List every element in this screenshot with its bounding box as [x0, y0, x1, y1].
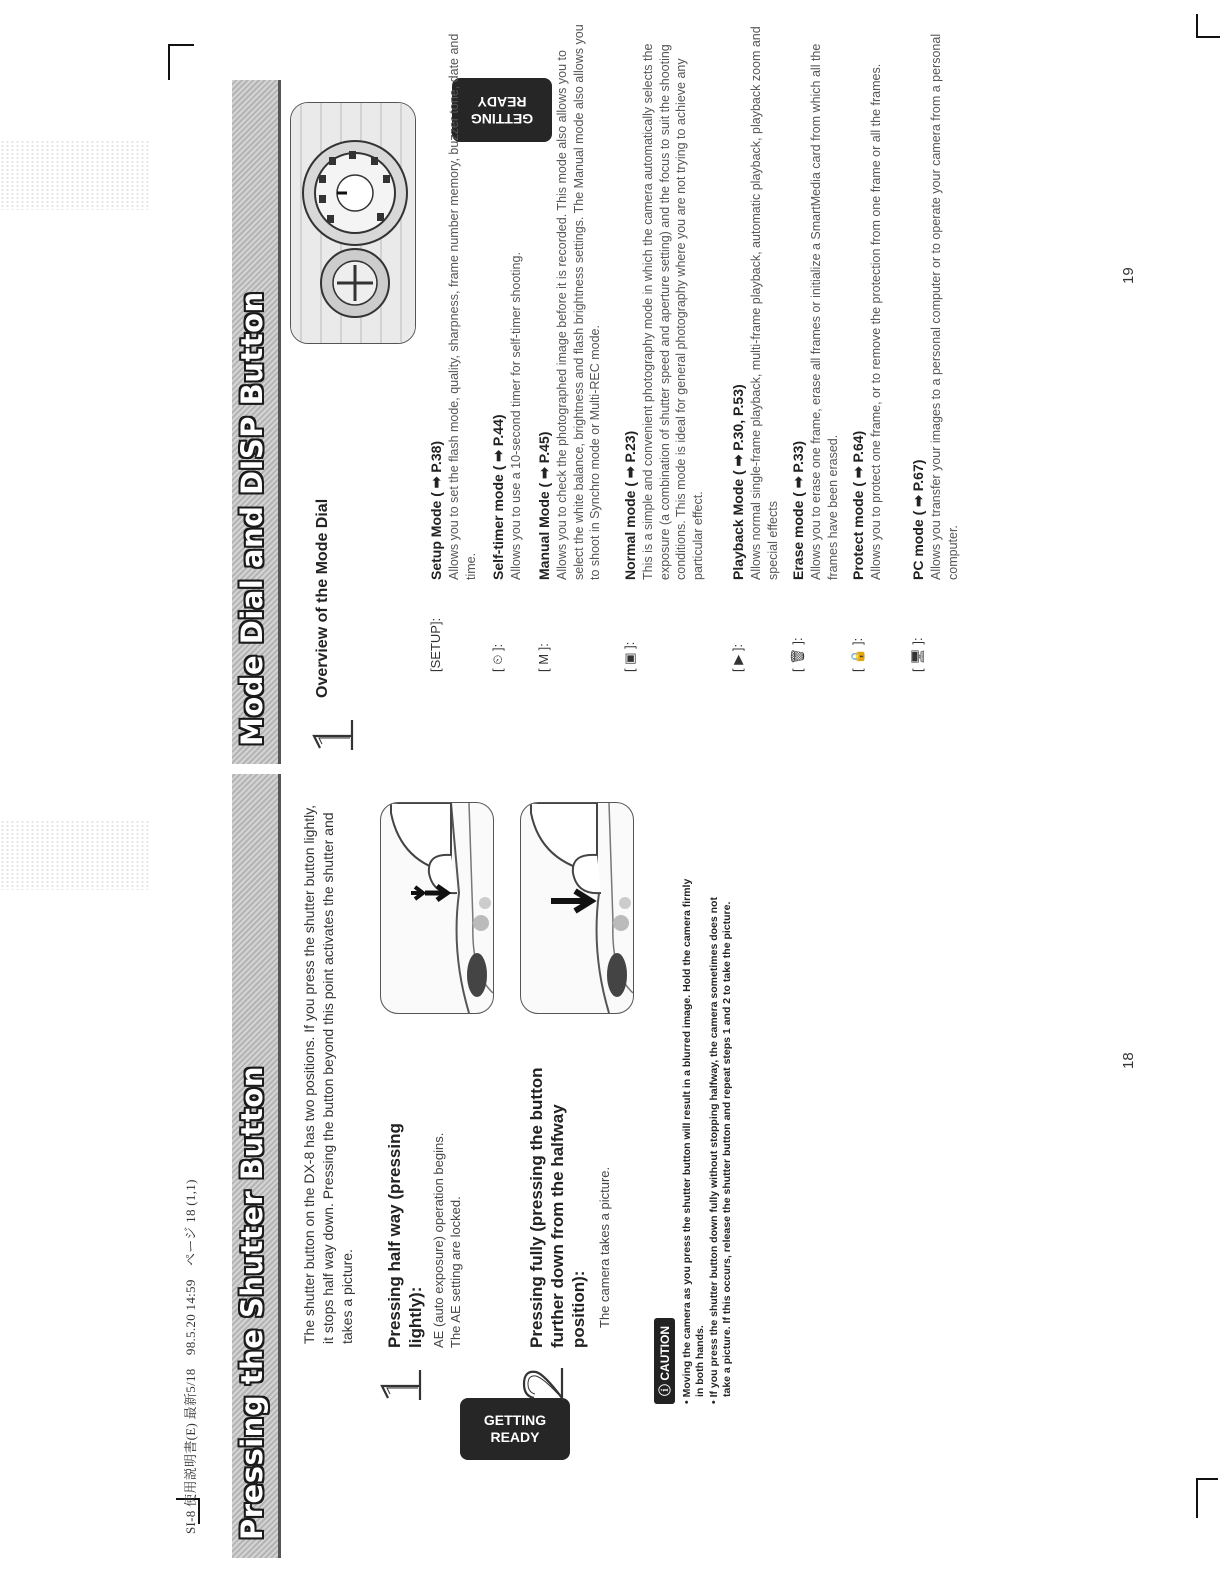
tab-label: GETTING READY [470, 94, 534, 127]
intro-text: The shutter button on the DX-8 has two positions. If you press the shutter button lightly, it stops half way down. Pressing the button beyond this point activates the shutter and takes a picture. [301, 804, 355, 1344]
tab-label: GETTING READY [483, 1412, 547, 1445]
caution-item: • Moving the camera as you press the shutter button will result in a blurred image. Hold the camera firmly in both hands. [681, 878, 706, 1404]
page-number-right: 19 [1120, 267, 1137, 284]
section-1-header [292, 354, 372, 754]
mode-description: Allows you to check the photographed image before it is recorded. This mode also allows you to select the white balance, brightness and flash brightness settings. The Manual mode also allows you to shoot in Synchro mode or Multi-REC mode. [555, 24, 602, 580]
mode-description: Allows you transfer your images to a personal computer or to operate your camera from a personal computer. [929, 33, 960, 580]
step-1-body: AE (auto exposure) operation begins. The AE setting are locked. [431, 1132, 463, 1348]
section-number-1-icon [310, 712, 356, 754]
mode-key: [ 🗑 ]: [790, 637, 805, 672]
caution-item: • If you press the shutter button down fully without stopping halfway, the camera sometimes does not take a picture. If this occurs, release the shutter button and repeat steps 1 and 2 to take the picture. [708, 897, 733, 1404]
step-2-title: Pressing fully (pressing the button further down from the halfway position): [527, 1067, 588, 1348]
page-title: Pressing the Shutter Button [235, 1066, 269, 1540]
mode-title: PC mode ( ➡ P.67) [910, 459, 926, 580]
page-19 [0, 24, 1224, 764]
mode-title: Self-timer mode ( ➡ P.44) [490, 414, 506, 580]
step-2-body: The camera takes a picture. [597, 1166, 612, 1328]
mode-title: Normal mode ( ➡ P.23) [622, 430, 638, 580]
mode-description: This is a simple and convenient photography mode in which the camera automatically selects the exposure (a combination of shutter speed and aperture setting) and the focus to suit the shooting conditions. This mode is ideal for general photography where you are not trying to achieve any particular effect. [641, 43, 705, 580]
mode-key: [SETUP]: [428, 617, 443, 672]
step-1 [378, 1044, 498, 1404]
page-number-left: 18 [1120, 1052, 1137, 1069]
caution-label-text: CAUTION [658, 1325, 672, 1381]
page-title: Mode Dial and DISP Button [235, 291, 269, 746]
caution-box [654, 874, 735, 1404]
full-press-illustration [520, 802, 634, 1014]
mode-key: [ 🖥 ]: [910, 637, 925, 672]
title-band [232, 80, 281, 764]
mode-key: [ M ]: [536, 643, 551, 672]
mode-description: Allows you to use a 10-second timer for self-timer shooting. [509, 252, 523, 580]
mode-description: Allows you to set the flash mode, quality, sharpness, frame number memory, buzzer tone, date and time. [447, 33, 478, 580]
mode-title: Erase mode ( ➡ P.33) [790, 440, 806, 580]
mode-dial-illustration [290, 102, 416, 344]
step-number-2-icon [520, 1362, 566, 1404]
mode-title: Setup Mode ( ➡ P.38) [428, 440, 444, 580]
step-number-1-icon [378, 1362, 424, 1404]
mode-title: Manual Mode ( ➡ P.45) [536, 431, 552, 580]
mode-key: [ ⏲ ]: [490, 643, 505, 672]
mode-description: Allows you to protect one frame, or to remove the protection from one frame or all the frames. [869, 63, 883, 580]
caution-icon: ⓘ [658, 1383, 672, 1396]
mode-key: [ ▶ ]: [730, 643, 745, 672]
mode-title: Playback Mode ( ➡ P.30, P.53) [730, 384, 746, 580]
section-1-title: Overview of the Mode Dial [314, 498, 331, 698]
caution-list [681, 874, 734, 1404]
step-2 [520, 1024, 640, 1404]
step-1-title: Pressing half way (pressing lightly): [385, 1123, 425, 1348]
half-press-illustration [380, 802, 494, 1014]
caution-label [654, 1318, 675, 1404]
page-18 [0, 794, 1224, 1584]
print-header: SI-8 使用説明書(E) 最新5/18 98.5.20 14:59 ページ 18 (1,1) [183, 1179, 198, 1534]
mode-key: [ 🔒 ]: [850, 637, 865, 672]
title-band [232, 774, 281, 1558]
mode-title: Protect mode ( ➡ P.64) [850, 430, 866, 580]
mode-description: Allows you to erase one frame, erase all frames or initialize a SmartMedia card from which all the frames have been erased. [809, 43, 840, 580]
mode-key: [ ▣ ]: [622, 641, 637, 672]
mode-description: Allows normal single-frame playback, multi-frame playback, automatic playback, playback zoom and special effects [749, 26, 780, 580]
